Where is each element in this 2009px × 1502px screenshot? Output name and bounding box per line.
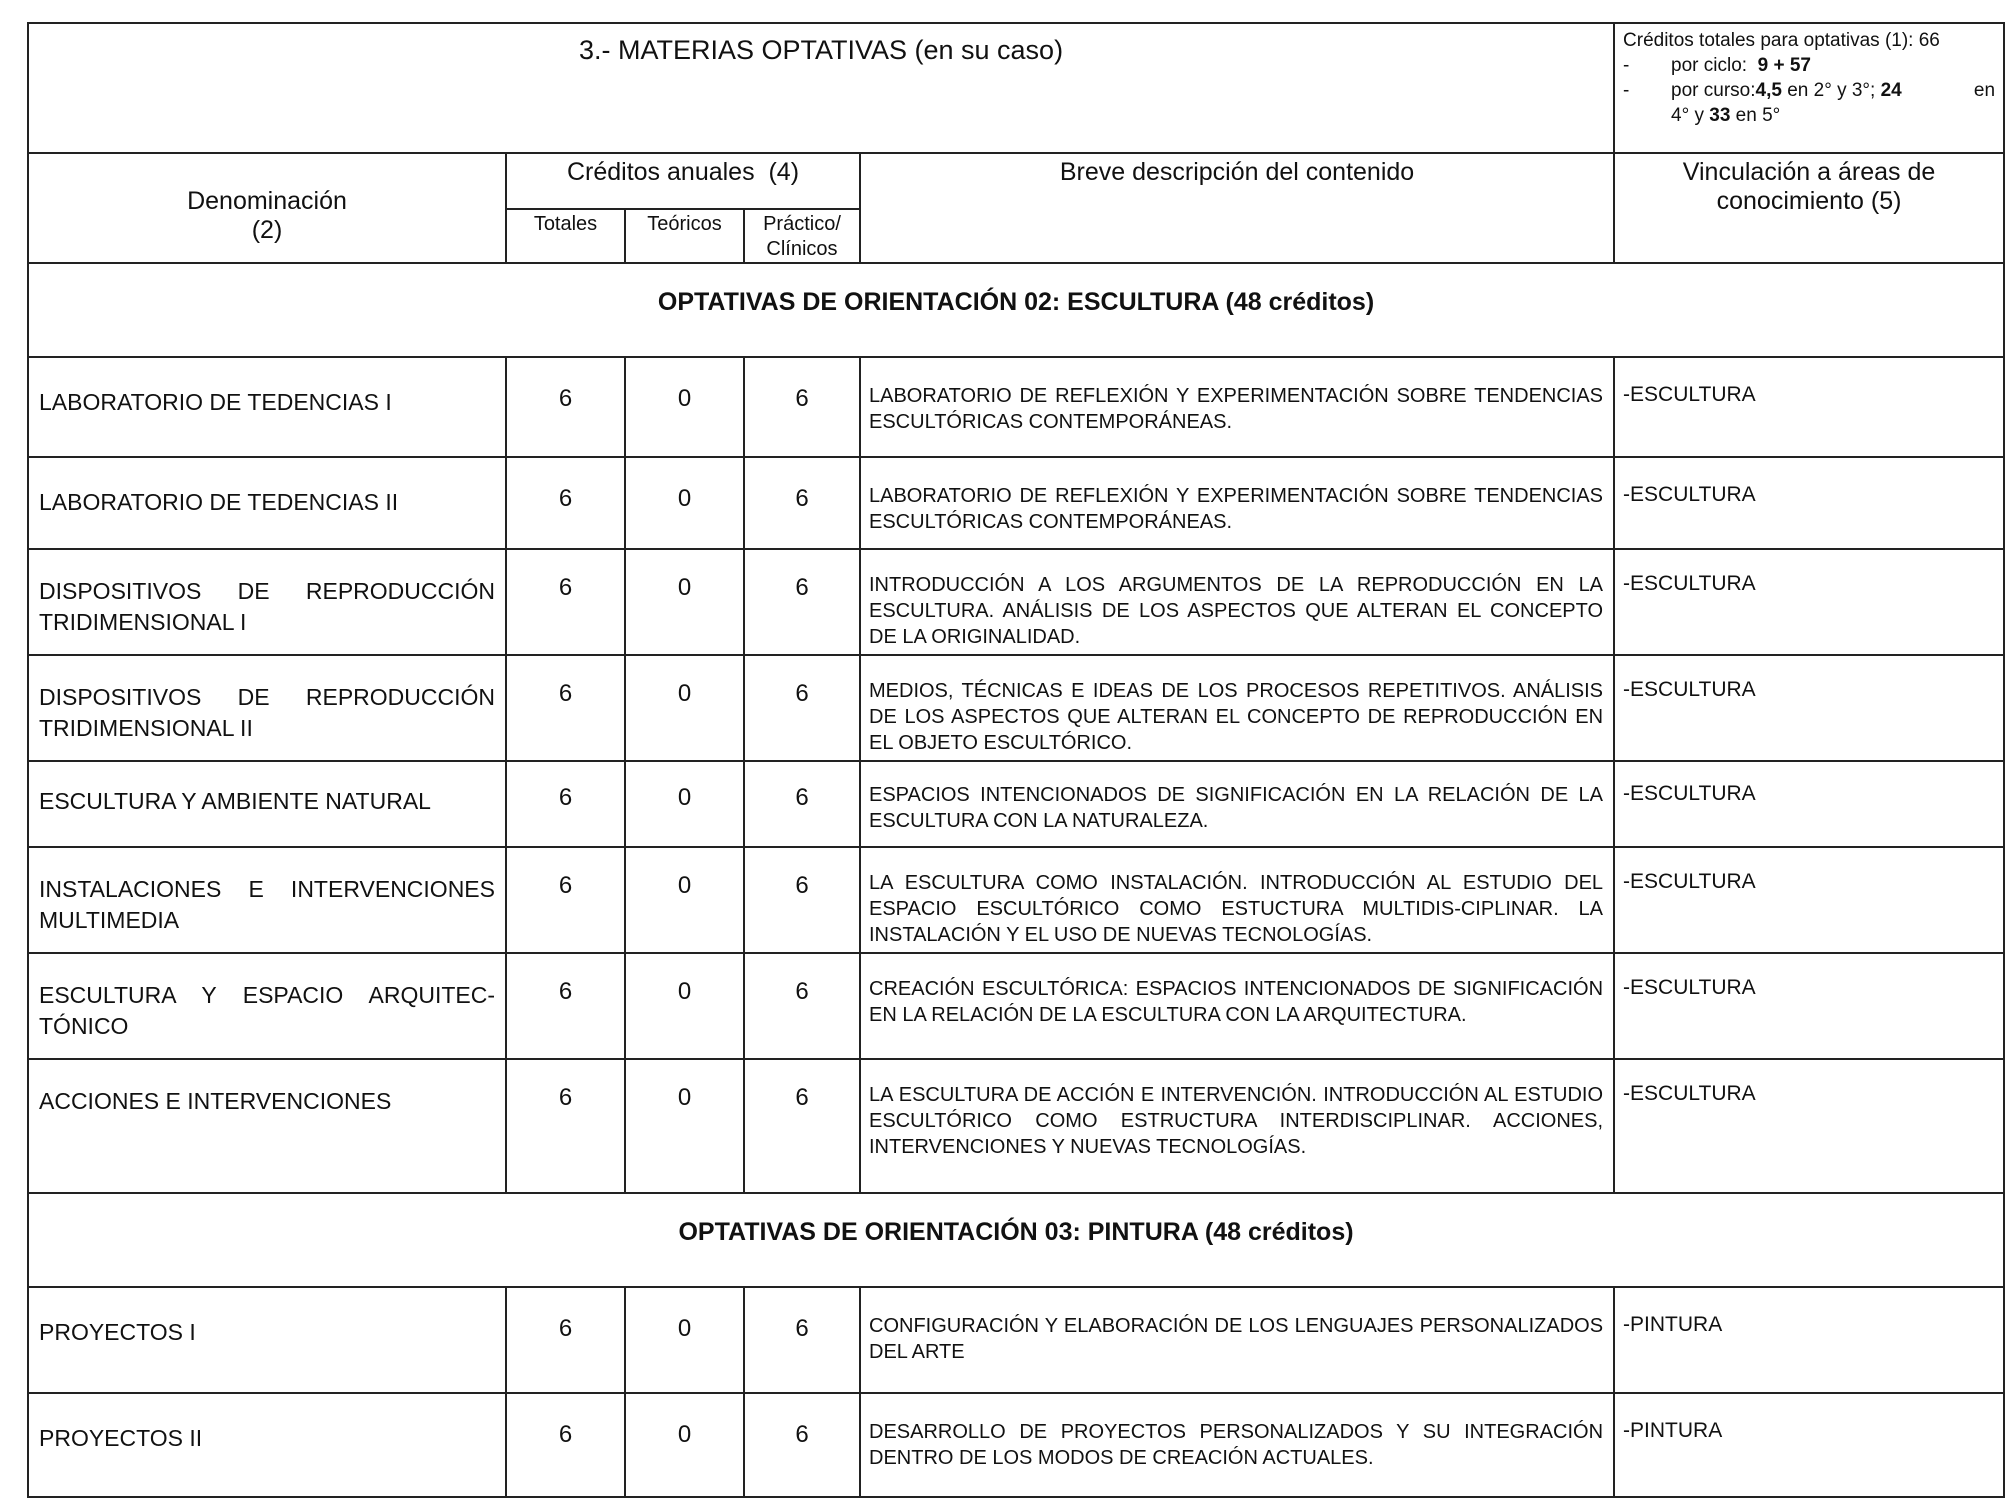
- credits-theory: 0: [677, 1421, 692, 1448]
- knowledge-area-cell: [1614, 1287, 2004, 1393]
- col-descripcion: Breve descripción del contenido: [860, 153, 1614, 263]
- subject-name: DISPOSITIVOS DE REPRODUCCIÓN TRIDIMENSIONAL I: [39, 578, 495, 635]
- credits-theory-cell: [625, 1393, 744, 1497]
- credits-practice-cell: [744, 1287, 860, 1393]
- subject-description: INTRODUCCIÓN A LOS ARGUMENTOS DE LA REPRODUCCIÓN EN LA ESCULTURA. ANÁLISIS DE LOS ASPECTOS QUE ALTERAN EL CONCEPTO DE LA ORIGINALIDAD.: [869, 574, 1604, 648]
- col-denominacion: Denominación (2): [28, 153, 506, 263]
- col-teoricos: Teóricos: [625, 209, 744, 263]
- table-row: [28, 1287, 2004, 1393]
- section-title-cell: [28, 1193, 2004, 1287]
- knowledge-area: -ESCULTURA: [1623, 976, 1756, 999]
- header-row: [28, 23, 2004, 153]
- subject-description: LABORATORIO DE REFLEXIÓN Y EXPERIMENTACIÓN SOBRE TENDENCIAS ESCULTÓRICAS CONTEMPORÁNEAS.: [869, 485, 1604, 533]
- credits-total-cell: [506, 1059, 625, 1193]
- credits-total: 6: [558, 1084, 573, 1111]
- subject-description: ESPACIOS INTENCIONADOS DE SIGNIFICACIÓN EN LA RELACIÓN DE LA ESCULTURA CON LA NATURALEZA.: [869, 784, 1604, 832]
- optativas-table: [27, 22, 2005, 1498]
- credits-practice: 6: [795, 872, 809, 899]
- credits-theory-cell: [625, 761, 744, 847]
- credits-theory: 0: [677, 680, 692, 707]
- credits-total: 6: [558, 784, 573, 811]
- knowledge-area-cell: [1614, 1393, 2004, 1497]
- knowledge-area: -ESCULTURA: [1623, 483, 1756, 506]
- table-row: [28, 847, 2004, 953]
- table-row: [28, 457, 2004, 549]
- subject-name-cell: [28, 847, 506, 953]
- col-practicos: Práctico/ Clínicos: [744, 209, 860, 263]
- credits-theory: 0: [677, 385, 692, 412]
- knowledge-area-cell: [1614, 655, 2004, 761]
- subject-description-cell: [860, 1393, 1614, 1497]
- credits-practice: 6: [795, 574, 809, 601]
- credits-per-course-cont: 4° y 33 en 5°: [1671, 105, 1781, 126]
- subject-name-cell: [28, 1287, 506, 1393]
- page-title-cell: [28, 23, 1614, 153]
- subject-name-cell: [28, 549, 506, 655]
- subject-description-cell: [860, 1059, 1614, 1193]
- subject-name-cell: [28, 953, 506, 1059]
- credits-practice-cell: [744, 1059, 860, 1193]
- credits-total: 6: [558, 574, 573, 601]
- credits-theory-cell: [625, 549, 744, 655]
- table-row: [28, 655, 2004, 761]
- credits-total-cell: [506, 847, 625, 953]
- col-creditos-anuales: Créditos anuales (4): [506, 153, 860, 209]
- section-title: OPTATIVAS DE ORIENTACIÓN 03: PINTURA (48 créditos): [678, 1217, 1354, 1246]
- credits-total: 6: [558, 485, 573, 512]
- subject-description-cell: [860, 549, 1614, 655]
- subject-description: LA ESCULTURA COMO INSTALACIÓN. INTRODUCCIÓN AL ESTUDIO DEL ESPACIO ESCULTÓRICO COMO ESTUCTURA MULTIDIS-CIPLINAR. LA INSTALACIÓN Y EL USO DE NUEVAS TECNOLOGÍAS.: [869, 872, 1604, 946]
- credits-theory-cell: [625, 1059, 744, 1193]
- table-row: [28, 761, 2004, 847]
- knowledge-area: -PINTURA: [1623, 1313, 1723, 1336]
- section-title-cell: [28, 263, 2004, 357]
- credits-theory-cell: [625, 457, 744, 549]
- knowledge-area: -PINTURA: [1623, 1419, 1723, 1442]
- section-row: [28, 1193, 2004, 1287]
- subject-description-cell: [860, 761, 1614, 847]
- subject-name-cell: [28, 357, 506, 457]
- credits-practice: 6: [795, 1421, 809, 1448]
- credits-theory-cell: [625, 953, 744, 1059]
- credits-theory: 0: [677, 978, 692, 1005]
- knowledge-area: -ESCULTURA: [1623, 870, 1756, 893]
- credits-theory: 0: [677, 1315, 692, 1342]
- subject-description: LABORATORIO DE REFLEXIÓN Y EXPERIMENTACIÓN SOBRE TENDENCIAS ESCULTÓRICAS CONTEMPORÁNEAS.: [869, 385, 1604, 433]
- knowledge-area-cell: [1614, 953, 2004, 1059]
- credits-theory: 0: [677, 784, 692, 811]
- subject-name-cell: [28, 655, 506, 761]
- knowledge-area-cell: [1614, 549, 2004, 655]
- table-row: [28, 549, 2004, 655]
- section-row: [28, 263, 2004, 357]
- credits-total-cell: [506, 457, 625, 549]
- credits-theory-cell: [625, 357, 744, 457]
- knowledge-area: -ESCULTURA: [1623, 678, 1756, 701]
- credits-practice: 6: [795, 784, 809, 811]
- column-header-row-1: [28, 153, 2004, 209]
- knowledge-area: -ESCULTURA: [1623, 782, 1756, 805]
- subject-name: DISPOSITIVOS DE REPRODUCCIÓN TRIDIMENSIONAL II: [39, 684, 495, 741]
- credits-total-cell: [506, 549, 625, 655]
- credits-theory: 0: [677, 485, 692, 512]
- col-vinculacion: Vinculación a áreas de conocimiento (5): [1614, 153, 2004, 263]
- subject-name: ESCULTURA Y AMBIENTE NATURAL: [39, 788, 431, 814]
- table-row: [28, 953, 2004, 1059]
- credits-total: 6: [558, 872, 573, 899]
- credits-per-cycle: - por ciclo: 9 + 57: [1623, 55, 1811, 76]
- subject-name-cell: [28, 761, 506, 847]
- knowledge-area-cell: [1614, 457, 2004, 549]
- subject-description-cell: [860, 1287, 1614, 1393]
- knowledge-area-cell: [1614, 761, 2004, 847]
- credits-practice: 6: [795, 978, 809, 1005]
- subject-name: ESCULTURA Y ESPACIO ARQUITEC-TÓNICO: [39, 982, 495, 1039]
- credits-total: 6: [558, 1421, 573, 1448]
- credits-practice-cell: [744, 357, 860, 457]
- knowledge-area-cell: [1614, 357, 2004, 457]
- credits-practice: 6: [795, 680, 809, 707]
- knowledge-area: -ESCULTURA: [1623, 383, 1756, 406]
- credits-practice-cell: [744, 1393, 860, 1497]
- subject-name: LABORATORIO DE TEDENCIAS I: [39, 389, 392, 415]
- credits-total: Créditos totales para optativas (1): 66: [1623, 30, 1940, 51]
- subject-name: LABORATORIO DE TEDENCIAS II: [39, 489, 399, 515]
- credits-theory-cell: [625, 655, 744, 761]
- credits-total-cell: [506, 357, 625, 457]
- document-page: [27, 22, 2003, 1498]
- credits-total-cell: [506, 1393, 625, 1497]
- subject-description-cell: [860, 953, 1614, 1059]
- credits-theory: 0: [677, 872, 692, 899]
- credits-total: 6: [558, 1315, 573, 1342]
- subject-description: CONFIGURACIÓN Y ELABORACIÓN DE LOS LENGUAJES PERSONALIZADOS DEL ARTE: [869, 1315, 1604, 1363]
- section-title: OPTATIVAS DE ORIENTACIÓN 02: ESCULTURA (48 créditos): [657, 287, 1375, 316]
- subject-name: PROYECTOS I: [39, 1319, 196, 1345]
- subject-description: DESARROLLO DE PROYECTOS PERSONALIZADOS Y SU INTEGRACIÓN DENTRO DE LOS MODOS DE CREACIÓN ACTUALES.: [869, 1421, 1604, 1469]
- credits-theory-cell: [625, 847, 744, 953]
- credits-practice-cell: [744, 655, 860, 761]
- credits-total-cell: [506, 953, 625, 1059]
- credits-practice: 6: [795, 1315, 809, 1342]
- credits-total-cell: [506, 1287, 625, 1393]
- credits-theory-cell: [625, 1287, 744, 1393]
- subject-name: PROYECTOS II: [39, 1425, 203, 1451]
- subject-name: INSTALACIONES E INTERVENCIONES MULTIMEDIA: [39, 876, 495, 933]
- table-row: [28, 1059, 2004, 1193]
- credits-practice-cell: [744, 549, 860, 655]
- credits-summary: [1614, 23, 2004, 153]
- credits-per-course: - por curso:4,5 en 2° y 3°; 24 en: [1623, 80, 1996, 101]
- knowledge-area: -ESCULTURA: [1623, 572, 1756, 595]
- col-totales: Totales: [506, 209, 625, 263]
- subject-name: ACCIONES E INTERVENCIONES: [39, 1088, 392, 1114]
- subject-description: CREACIÓN ESCULTÓRICA: ESPACIOS INTENCIONADOS DE SIGNIFICACIÓN EN LA RELACIÓN DE LA ESCULTURA CON LA ARQUITECTURA.: [869, 978, 1604, 1026]
- knowledge-area: -ESCULTURA: [1623, 1082, 1756, 1105]
- credits-total: 6: [558, 385, 573, 412]
- subject-description: MEDIOS, TÉCNICAS E IDEAS DE LOS PROCESOS REPETITIVOS. ANÁLISIS DE LOS ASPECTOS QUE ALTERAN EL CONCEPTO DE REPRODUCCIÓN EN EL OBJETO ESCULTÓRICO.: [869, 680, 1604, 754]
- credits-theory: 0: [677, 574, 692, 601]
- credits-practice: 6: [795, 385, 809, 412]
- knowledge-area-cell: [1614, 1059, 2004, 1193]
- credits-practice-cell: [744, 457, 860, 549]
- subject-description: LA ESCULTURA DE ACCIÓN E INTERVENCIÓN. INTRODUCCIÓN AL ESTUDIO ESCULTÓRICO COMO ESTRUCTURA INTERDISCIPLINAR. ACCIONES, INTERVENCIONES Y NUEVAS TECNOLOGÍAS.: [869, 1084, 1604, 1158]
- subject-description-cell: [860, 457, 1614, 549]
- table-row: [28, 357, 2004, 457]
- subject-name-cell: [28, 457, 506, 549]
- credits-practice-cell: [744, 953, 860, 1059]
- subject-description-cell: [860, 357, 1614, 457]
- credits-total: 6: [558, 680, 573, 707]
- subject-name-cell: [28, 1059, 506, 1193]
- credits-total-cell: [506, 761, 625, 847]
- page-title: 3.- MATERIAS OPTATIVAS (en su caso): [578, 34, 1064, 65]
- credits-practice: 6: [795, 485, 809, 512]
- subject-description-cell: [860, 847, 1614, 953]
- subject-description-cell: [860, 655, 1614, 761]
- table-row: [28, 1393, 2004, 1497]
- subject-name-cell: [28, 1393, 506, 1497]
- credits-theory: 0: [677, 1084, 692, 1111]
- credits-practice: 6: [795, 1084, 809, 1111]
- knowledge-area-cell: [1614, 847, 2004, 953]
- credits-practice-cell: [744, 761, 860, 847]
- credits-total-cell: [506, 655, 625, 761]
- credits-total: 6: [558, 978, 573, 1005]
- credits-practice-cell: [744, 847, 860, 953]
